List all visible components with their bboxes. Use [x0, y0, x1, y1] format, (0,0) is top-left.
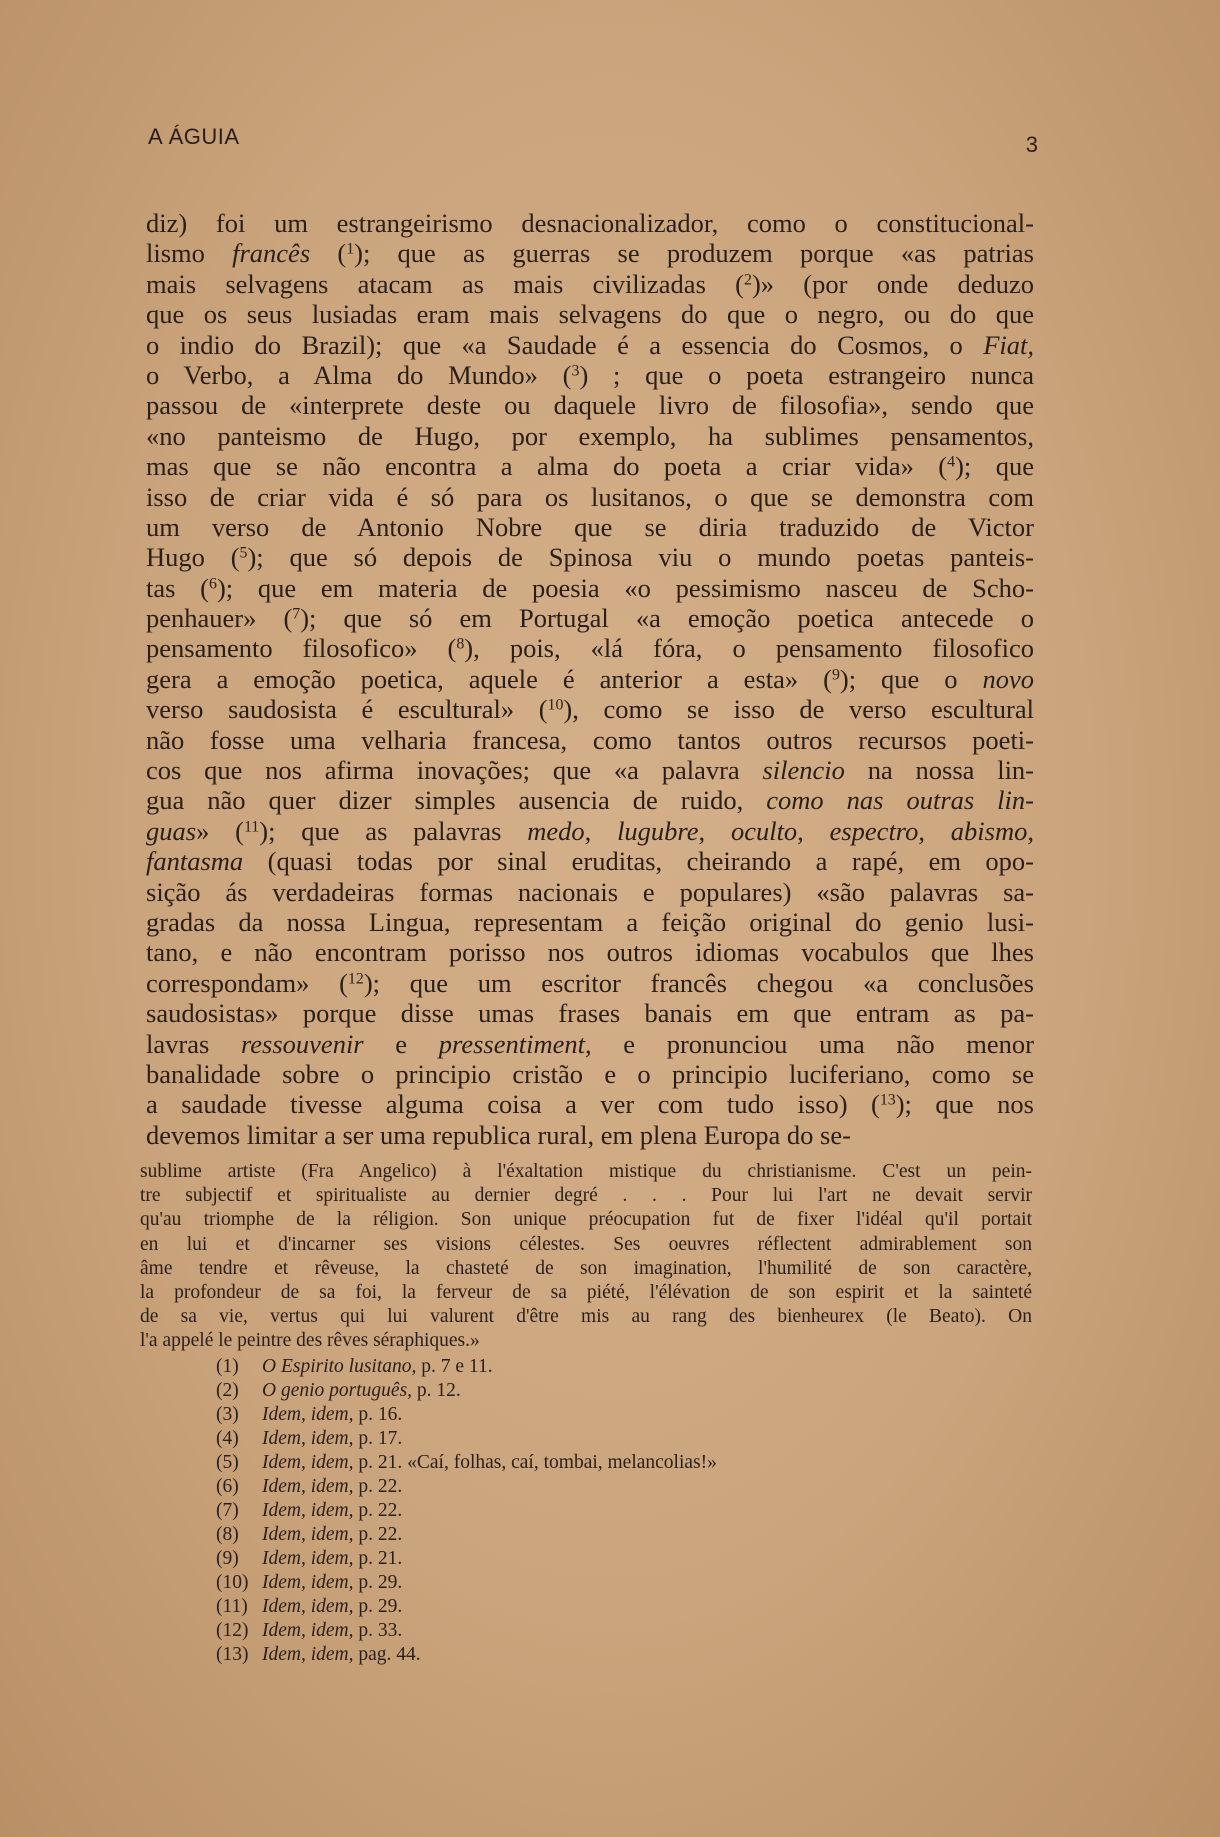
- footnote-reference: p. 7 e 11.: [416, 1356, 493, 1377]
- footnote-source: O genio português,: [262, 1380, 413, 1401]
- footnote-source: Idem, idem,: [262, 1524, 354, 1545]
- text-line: a saudade tivesse alguma coisa a ver com tudo isso) ($^{13}$); que nos: [146, 1089, 1034, 1120]
- footnote-line: en lui et d'incarner ses visions célestes. Ses oeuvres réflectent admirablement son: [140, 1233, 1032, 1255]
- text-line: banalidade sobre o principio cristão e o principio luciferiano, como se: [146, 1058, 1034, 1089]
- footnote-item: [216, 1595, 936, 1619]
- footnote-source: Idem, idem,: [262, 1500, 354, 1521]
- footnote-line: sublime artiste (Fra Angelico) à l'éxaltation mistique du christianisme. C'est un pein-: [140, 1161, 1032, 1182]
- footnote-reference: pag. 44.: [353, 1644, 421, 1665]
- footnote-mark: (11): [216, 1596, 248, 1617]
- journal-title: A ÁGUIA: [148, 124, 240, 149]
- footnote-line: l'a appelé le peintre des rêves séraphiques.»: [140, 1330, 480, 1352]
- running-header: [148, 118, 1038, 158]
- footnote-item: [216, 1523, 936, 1547]
- text-line: Hugo ($^5$); que só depois de Spinosa viu o mundo poetas panteis-: [146, 542, 1034, 573]
- footnote-source: Idem, idem,: [262, 1476, 354, 1497]
- footnote-source: Idem, idem,: [262, 1404, 354, 1425]
- text-line: tano, e não encontram porisso nos outros idiomas vocabulos que lhes: [146, 937, 1034, 968]
- footnote-reference: p. 21.: [353, 1548, 403, 1569]
- footnote-line: âme tendre et rêveuse, la chasteté de son imagination, l'humilité de son caractère,: [140, 1257, 1032, 1279]
- footnote-mark: (9): [216, 1548, 239, 1569]
- footnote-mark: (7): [216, 1500, 239, 1521]
- text-line: passou de «interprete deste ou daquele livro de filosofia», sendo que: [146, 390, 1034, 421]
- text-line: cos que nos afirma inovações; que «a palavra silencio na nossa lin-: [146, 755, 1035, 786]
- footnote-mark: (5): [216, 1452, 239, 1473]
- text-line: tas ($^6$); que em materia de poesia «o pessimismo nasceu de Scho-: [146, 572, 1034, 603]
- text-line: gera a emoção poetica, aquele é anterior a esta» ($^9$); que o novo: [146, 663, 1034, 694]
- footnote-source: Idem, idem,: [262, 1644, 354, 1665]
- footnote-item: [216, 1571, 936, 1595]
- footnote-source: Idem, idem,: [262, 1452, 354, 1473]
- text-line: verso saudosista é escultural» ($^{10}$), como se isso de verso escultural: [146, 694, 1034, 725]
- footnote-reference: p. 16.: [353, 1404, 403, 1425]
- text-line: gradas da nossa Lingua, representam a feição original do genio lusi-: [146, 906, 1034, 937]
- footnote-mark: (3): [216, 1404, 239, 1425]
- text-line: o Verbo, a Alma do Mundo» ($^3$) ; que o poeta estrangeiro nunca: [146, 359, 1034, 390]
- footnote-line: la profondeur de sa foi, la ferveur de sa piété, l'élévation de son espirit et la sainteté: [140, 1281, 1032, 1303]
- footnote-item: [216, 1379, 936, 1403]
- footnote-item: [216, 1547, 936, 1571]
- footnote-reference: p. 29.: [353, 1596, 403, 1617]
- text-line: não fosse uma velharia francesa, como tantos outros recursos poeti-: [146, 724, 1034, 755]
- footnote-mark: (10): [216, 1572, 249, 1593]
- footnote-continuation: [140, 1160, 1032, 1354]
- text-line: penhauer» ($^7$); que só em Portugal «a emoção poetica antecede o: [146, 603, 1035, 634]
- text-line: pensamento filosofico» ($^8$), pois, «lá fóra, o pensamento filosofico: [146, 633, 1034, 664]
- footnote-item: [216, 1403, 936, 1427]
- text-line: sição ás verdadeiras formas nacionais e populares) «são palavras sa-: [146, 876, 1034, 907]
- footnote-mark: (2): [216, 1380, 239, 1401]
- footnote-mark: (12): [216, 1620, 249, 1641]
- footnote-item: [216, 1427, 936, 1451]
- footnote-mark: (8): [216, 1524, 239, 1545]
- footnote-reference: p. 29.: [353, 1572, 403, 1593]
- text-line: gua não quer dizer simples ausencia de ruido, como nas outras lin-: [146, 785, 1034, 816]
- footnote-source: Idem, idem,: [262, 1620, 354, 1641]
- footnote-item: [216, 1643, 936, 1667]
- footnote-reference: p. 21. «Caí, folhas, caí, tombai, melancolias!»: [353, 1452, 717, 1473]
- footnote-reference: p. 22.: [353, 1476, 403, 1497]
- footnote-mark: (6): [216, 1476, 239, 1497]
- text-line: devemos limitar a ser uma republica rural, em plena Europa do se-: [146, 1119, 851, 1150]
- footnote-reference: p. 22.: [353, 1500, 403, 1521]
- footnote-source: Idem, idem,: [262, 1572, 354, 1593]
- text-line: um verso de Antonio Nobre que se diria traduzido de Victor: [146, 511, 1034, 542]
- text-line: «no panteismo de Hugo, por exemplo, ha sublimes pensamentos,: [146, 420, 1034, 451]
- footnote-item: [216, 1499, 936, 1523]
- footnote-item: [216, 1619, 936, 1643]
- text-line: guas» ($^{11}$); que as palavras medo, lugubre, oculto, espectro, abismo,: [146, 815, 1034, 846]
- footnote-mark: (1): [216, 1356, 239, 1377]
- text-line: isso de criar vida é só para os lusitanos, o que se demonstra com: [146, 481, 1034, 512]
- footnote-line: qu'au triomphe de la réligion. Son unique préocupation fut de fixer l'idéal qu'il portait: [140, 1209, 1032, 1231]
- footnote-reference: p. 22.: [353, 1524, 403, 1545]
- footnote-line: de sa vie, vertus qui lui valurent d'être mis au rang des bienheurex (le Beato). On: [140, 1306, 1032, 1328]
- footnote-reference: p. 12.: [412, 1380, 461, 1401]
- footnote-mark: (13): [216, 1644, 249, 1665]
- text-line: diz) foi um estrangeirismo desnacionalizador, como o constitucional-: [146, 208, 1034, 238]
- footnote-reference: p. 17.: [353, 1428, 403, 1449]
- footnote-item: [216, 1475, 936, 1499]
- footnote-list: [216, 1355, 936, 1667]
- footnote-source: Idem, idem,: [262, 1596, 354, 1617]
- footnote-mark: (4): [216, 1428, 239, 1449]
- footnote-source: Idem, idem,: [262, 1548, 354, 1569]
- text-line: lismo francês ($^1$); que as guerras se produzem porque «as patrias: [146, 238, 1034, 269]
- text-line: lavras ressouvenir e pressentiment, e pronunciou uma não menor: [146, 1028, 1035, 1059]
- text-line: mas que se não encontra a alma do poeta a criar vida» ($^4$); que: [146, 451, 1034, 482]
- footnote-reference: p. 33.: [353, 1620, 403, 1641]
- text-line: mais selvagens atacam as mais civilizadas ($^2$)» (por onde deduzo: [146, 268, 1035, 299]
- text-line: correspondam» ($^{12}$); que um escritor francês chegou «a conclusões: [146, 967, 1034, 998]
- main-text: [146, 208, 1034, 1150]
- page-number: 3: [1025, 132, 1038, 157]
- footnote-item: [216, 1451, 936, 1475]
- footnote-source: Idem, idem,: [262, 1428, 354, 1449]
- text-line: que os seus lusiadas eram mais selvagens do que o negro, ou do que: [146, 299, 1034, 330]
- footnote-item: [216, 1355, 936, 1379]
- footnote-line: tre subjectif et spiritualiste au dernier degré . . . Pour lui l'art ne devait servir: [140, 1185, 1032, 1207]
- text-line: saudosistas» porque disse umas frases banais em que entram as pa-: [146, 998, 1034, 1029]
- footnote-source: O Espirito lusitano,: [262, 1356, 417, 1377]
- text-line: o indio do Brazil); que «a Saudade é a essencia do Cosmos, o Fiat,: [146, 329, 1034, 360]
- text-line: fantasma (quasi todas por sinal eruditas, cheirando a rapé, em opo-: [146, 846, 1034, 877]
